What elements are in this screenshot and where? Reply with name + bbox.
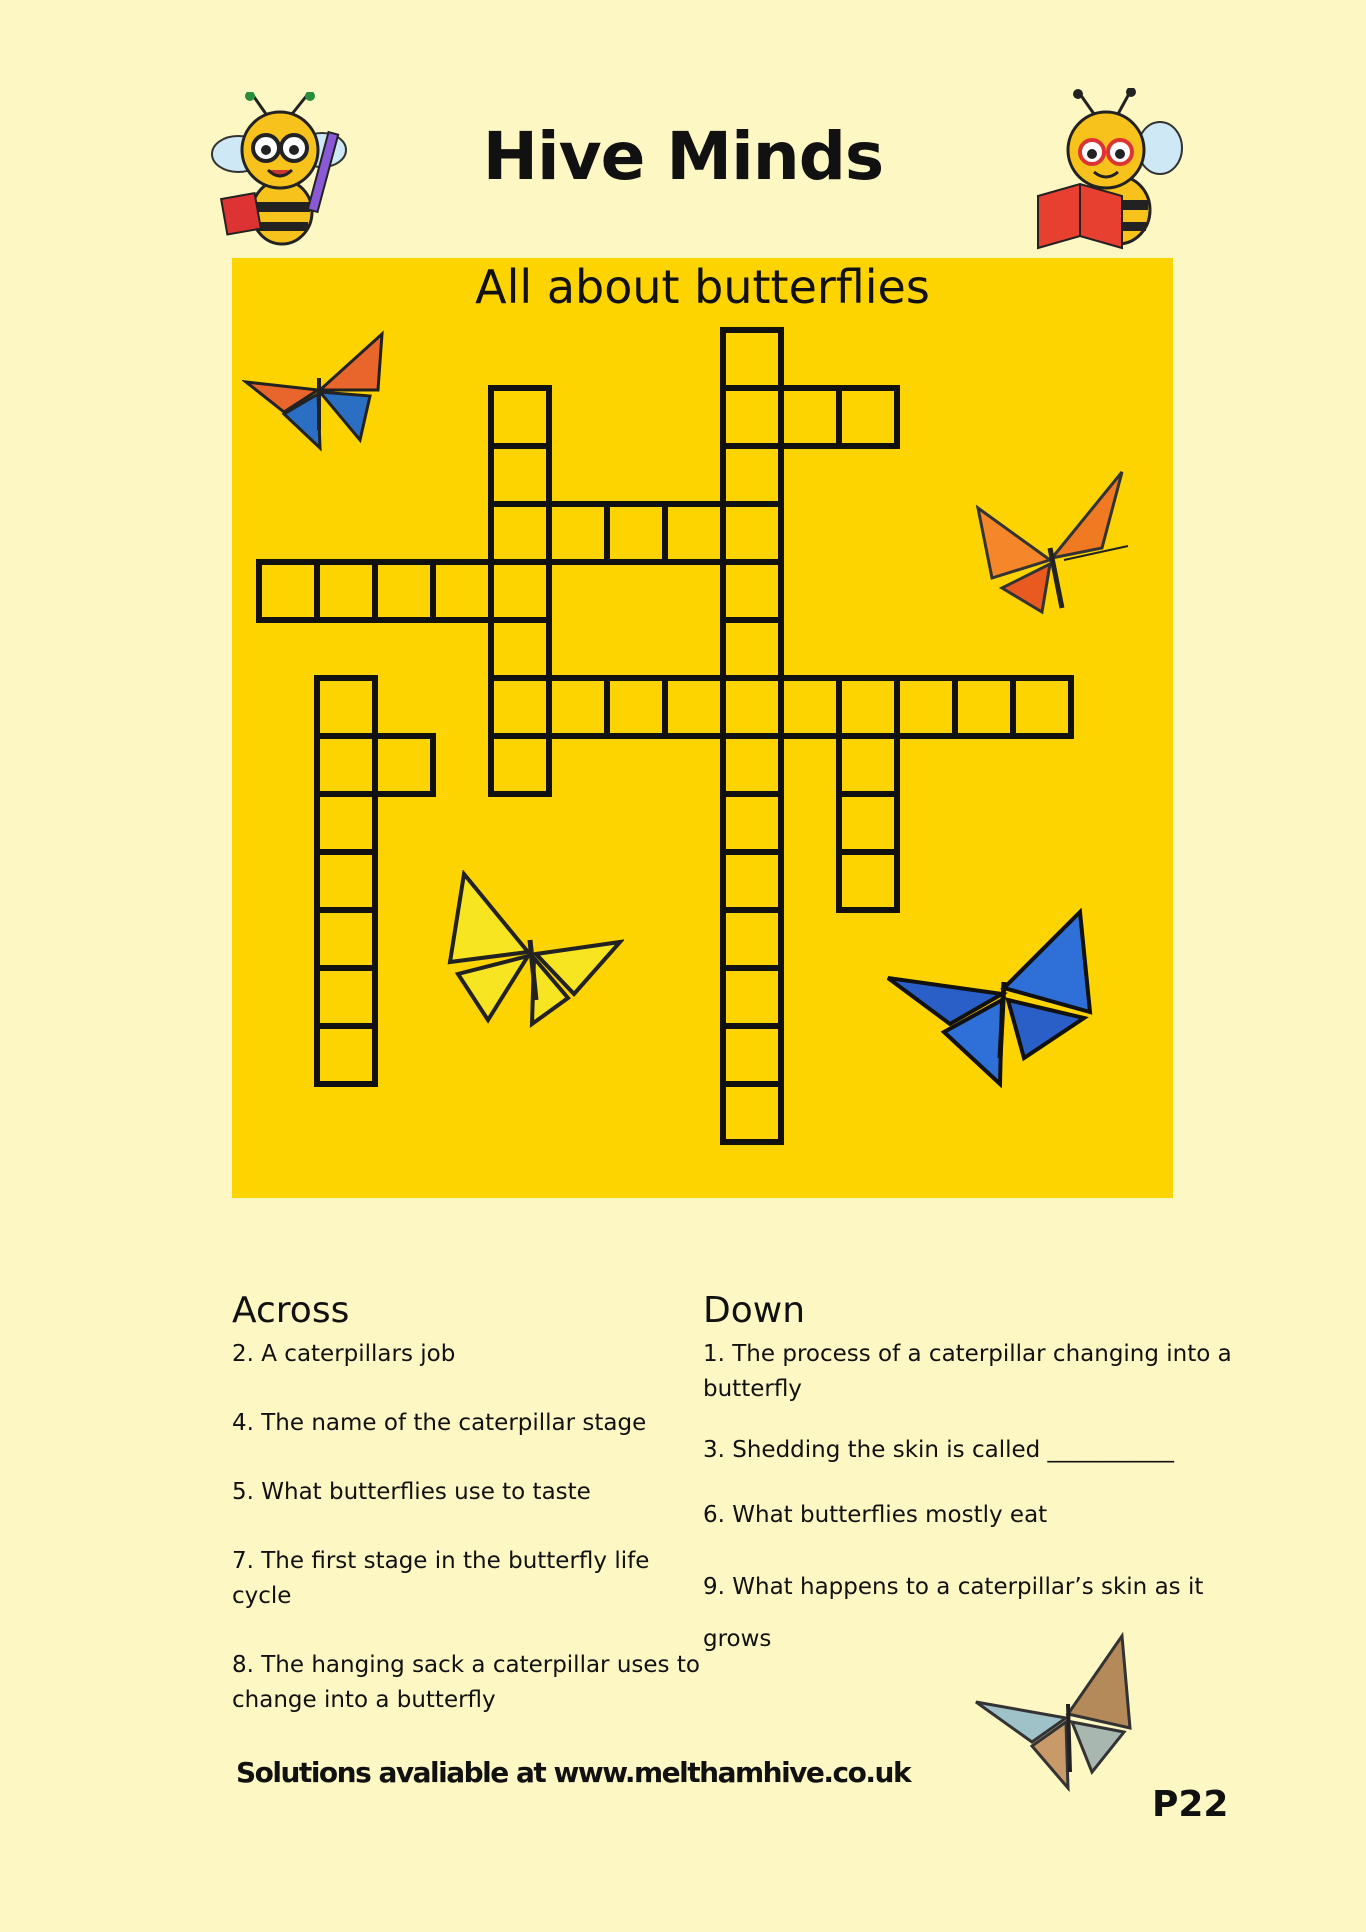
across-heading: Across — [232, 1290, 350, 1331]
crossword-cell[interactable] — [723, 794, 781, 852]
crossword-cell[interactable] — [491, 620, 549, 678]
solutions-note: Solutions avaliable at www.melthamhive.co.uk — [236, 1756, 911, 1789]
clue-across-4: 4. The name of the caterpillar stage — [232, 1410, 647, 1436]
crossword-cell[interactable] — [491, 446, 549, 504]
crossword-cell[interactable] — [665, 678, 723, 736]
page-title: Hive Minds — [482, 118, 884, 195]
clue-down-3: 3. Shedding the skin is called ___________ — [703, 1437, 1175, 1463]
crossword-cell[interactable] — [607, 678, 665, 736]
butterfly-icon — [972, 1632, 1146, 1792]
crossword-cell[interactable] — [723, 852, 781, 910]
crossword-cell[interactable] — [723, 1084, 781, 1142]
crossword-cell[interactable] — [781, 388, 839, 446]
clue-down-6: 6. What butterflies mostly eat — [703, 1502, 1048, 1528]
crossword-cell[interactable] — [839, 678, 897, 736]
crossword-cell[interactable] — [317, 852, 375, 910]
crossword-cell[interactable] — [317, 562, 375, 620]
crossword-cell[interactable] — [723, 1026, 781, 1084]
crossword-cell[interactable] — [491, 388, 549, 446]
bee-reading-icon — [1030, 88, 1190, 253]
crossword-cell[interactable] — [549, 504, 607, 562]
crossword-cell[interactable] — [723, 910, 781, 968]
bee-with-pencil-icon — [200, 92, 360, 252]
crossword-cell[interactable] — [259, 562, 317, 620]
crossword-cell[interactable] — [491, 678, 549, 736]
crossword-cell[interactable] — [317, 910, 375, 968]
crossword-cell[interactable] — [665, 504, 723, 562]
crossword-cell[interactable] — [723, 620, 781, 678]
crossword-cell[interactable] — [723, 968, 781, 1026]
crossword-cell[interactable] — [955, 678, 1013, 736]
butterfly-icon — [972, 468, 1132, 618]
crossword-cell[interactable] — [317, 794, 375, 852]
crossword-cell[interactable] — [491, 736, 549, 794]
crossword-cell[interactable] — [549, 678, 607, 736]
clue-across-7: 7. The first stage in the butterfly life cycle — [232, 1548, 650, 1609]
butterfly-icon — [884, 908, 1104, 1088]
crossword-cell[interactable] — [839, 852, 897, 910]
down-heading: Down — [703, 1290, 806, 1331]
puzzle-subtitle: All about butterflies — [475, 260, 930, 314]
crossword-cell[interactable] — [723, 736, 781, 794]
crossword-cell[interactable] — [723, 562, 781, 620]
clue-across-5: 5. What butterflies use to taste — [232, 1479, 591, 1505]
crossword-cell[interactable] — [317, 1026, 375, 1084]
crossword-cell[interactable] — [839, 794, 897, 852]
crossword-cell[interactable] — [839, 736, 897, 794]
butterfly-icon — [242, 330, 392, 460]
crossword-cell[interactable] — [607, 504, 665, 562]
crossword-panel — [232, 258, 1173, 1198]
crossword-cell[interactable] — [317, 678, 375, 736]
crossword-cell[interactable] — [781, 678, 839, 736]
crossword-cell[interactable] — [839, 388, 897, 446]
crossword-cell[interactable] — [491, 562, 549, 620]
crossword-cell[interactable] — [375, 736, 433, 794]
page-number: P22 — [1152, 1784, 1229, 1825]
crossword-cell[interactable] — [723, 330, 781, 388]
crossword-cell[interactable] — [433, 562, 491, 620]
crossword-cell[interactable] — [723, 504, 781, 562]
crossword-cell[interactable] — [723, 446, 781, 504]
crossword-cell[interactable] — [317, 968, 375, 1026]
down-clues — [703, 1290, 1243, 1665]
crossword-cell[interactable] — [491, 504, 549, 562]
clue-down-9: 9. What happens to a caterpillar’s skin as it grows — [703, 1574, 1204, 1652]
across-clues — [232, 1290, 702, 1752]
crossword-cell[interactable] — [897, 678, 955, 736]
crossword-cell[interactable] — [723, 388, 781, 446]
clue-across-2: 2. A caterpillars job — [232, 1341, 456, 1367]
crossword-cell[interactable] — [375, 562, 433, 620]
crossword-cell[interactable] — [317, 736, 375, 794]
clue-down-1: 1. The process of a caterpillar changing into a butterfly — [703, 1341, 1232, 1402]
crossword-cell[interactable] — [723, 678, 781, 736]
clue-across-8: 8. The hanging sack a caterpillar uses to change into a butterfly — [232, 1652, 700, 1713]
butterfly-icon — [444, 870, 624, 1030]
crossword-cell[interactable] — [1013, 678, 1071, 736]
